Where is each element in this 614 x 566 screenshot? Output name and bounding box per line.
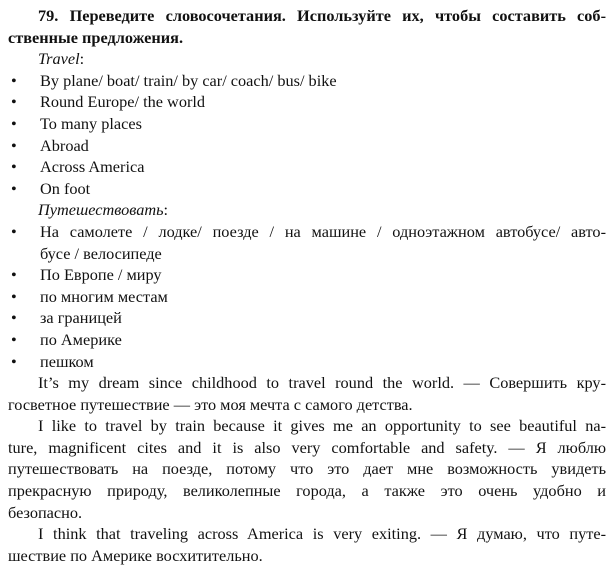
exercise-title-line-2: ственные предложения. [8, 27, 184, 47]
travel-heading-text: Travel [38, 49, 80, 69]
paragraph [8, 415, 606, 523]
list-item-continuation: бусе / велосипеде [40, 243, 162, 263]
list-item: • To many places [8, 113, 606, 135]
list-item: • По Европе / миру [8, 264, 606, 286]
ru-heading: Путешествовать: [38, 200, 169, 220]
paragraph-line: I think that traveling across America is very exiting. — Я думаю, что путе- [38, 524, 606, 544]
list-item: • Across America [8, 156, 606, 178]
exercise-title-line-1: 79. Переведите словосочетания. Используйте их, чтобы составить соб- [38, 6, 606, 25]
list-item: • за границей [8, 307, 606, 329]
list-item: • На самолете / лодке/ поезде / на машине / одноэтажном автобусе/ авто- [8, 221, 606, 243]
list-item: • Abroad [8, 135, 606, 157]
paragraph [8, 523, 606, 566]
paragraph-line: It’s my dream since childhood to travel round the world. — Совершить кру- [38, 373, 606, 393]
exercise-page [8, 5, 606, 566]
paragraph [8, 372, 606, 415]
travel-list [8, 70, 606, 200]
list-item: • By plane/ boat/ train/ by car/ coach/ bus/ bike [8, 70, 606, 92]
paragraph-line: путешествовать на поезде, потому что это дает мне возможность увидеть [8, 459, 606, 479]
paragraph-line: безопасно. [8, 502, 83, 522]
paragraph-line: ture, magnificent cites and it is also very comfortable and safety. — Я люблю [8, 437, 606, 457]
list-item: • по Америке [8, 329, 606, 351]
paragraph-line: прекрасную природу, великолепные города, а также это очень удобно и [8, 481, 606, 501]
list-item: • по многим местам [8, 286, 606, 308]
ru-heading-text: Путешествовать [38, 200, 164, 220]
paragraph-line: шествие по Америке восхитительно. [8, 545, 263, 565]
travel-heading: Travel: [38, 49, 85, 69]
paragraph-line: госветное путешествие — это моя мечта с самого детства. [8, 394, 413, 414]
list-item: • On foot [8, 178, 606, 200]
list-item: • пешком [8, 351, 606, 373]
ru-list [8, 221, 606, 372]
paragraph-line: I like to travel by train because it gives me an opportunity to see beautiful na- [38, 416, 606, 436]
list-item: • Round Europe/ the world [8, 91, 606, 113]
